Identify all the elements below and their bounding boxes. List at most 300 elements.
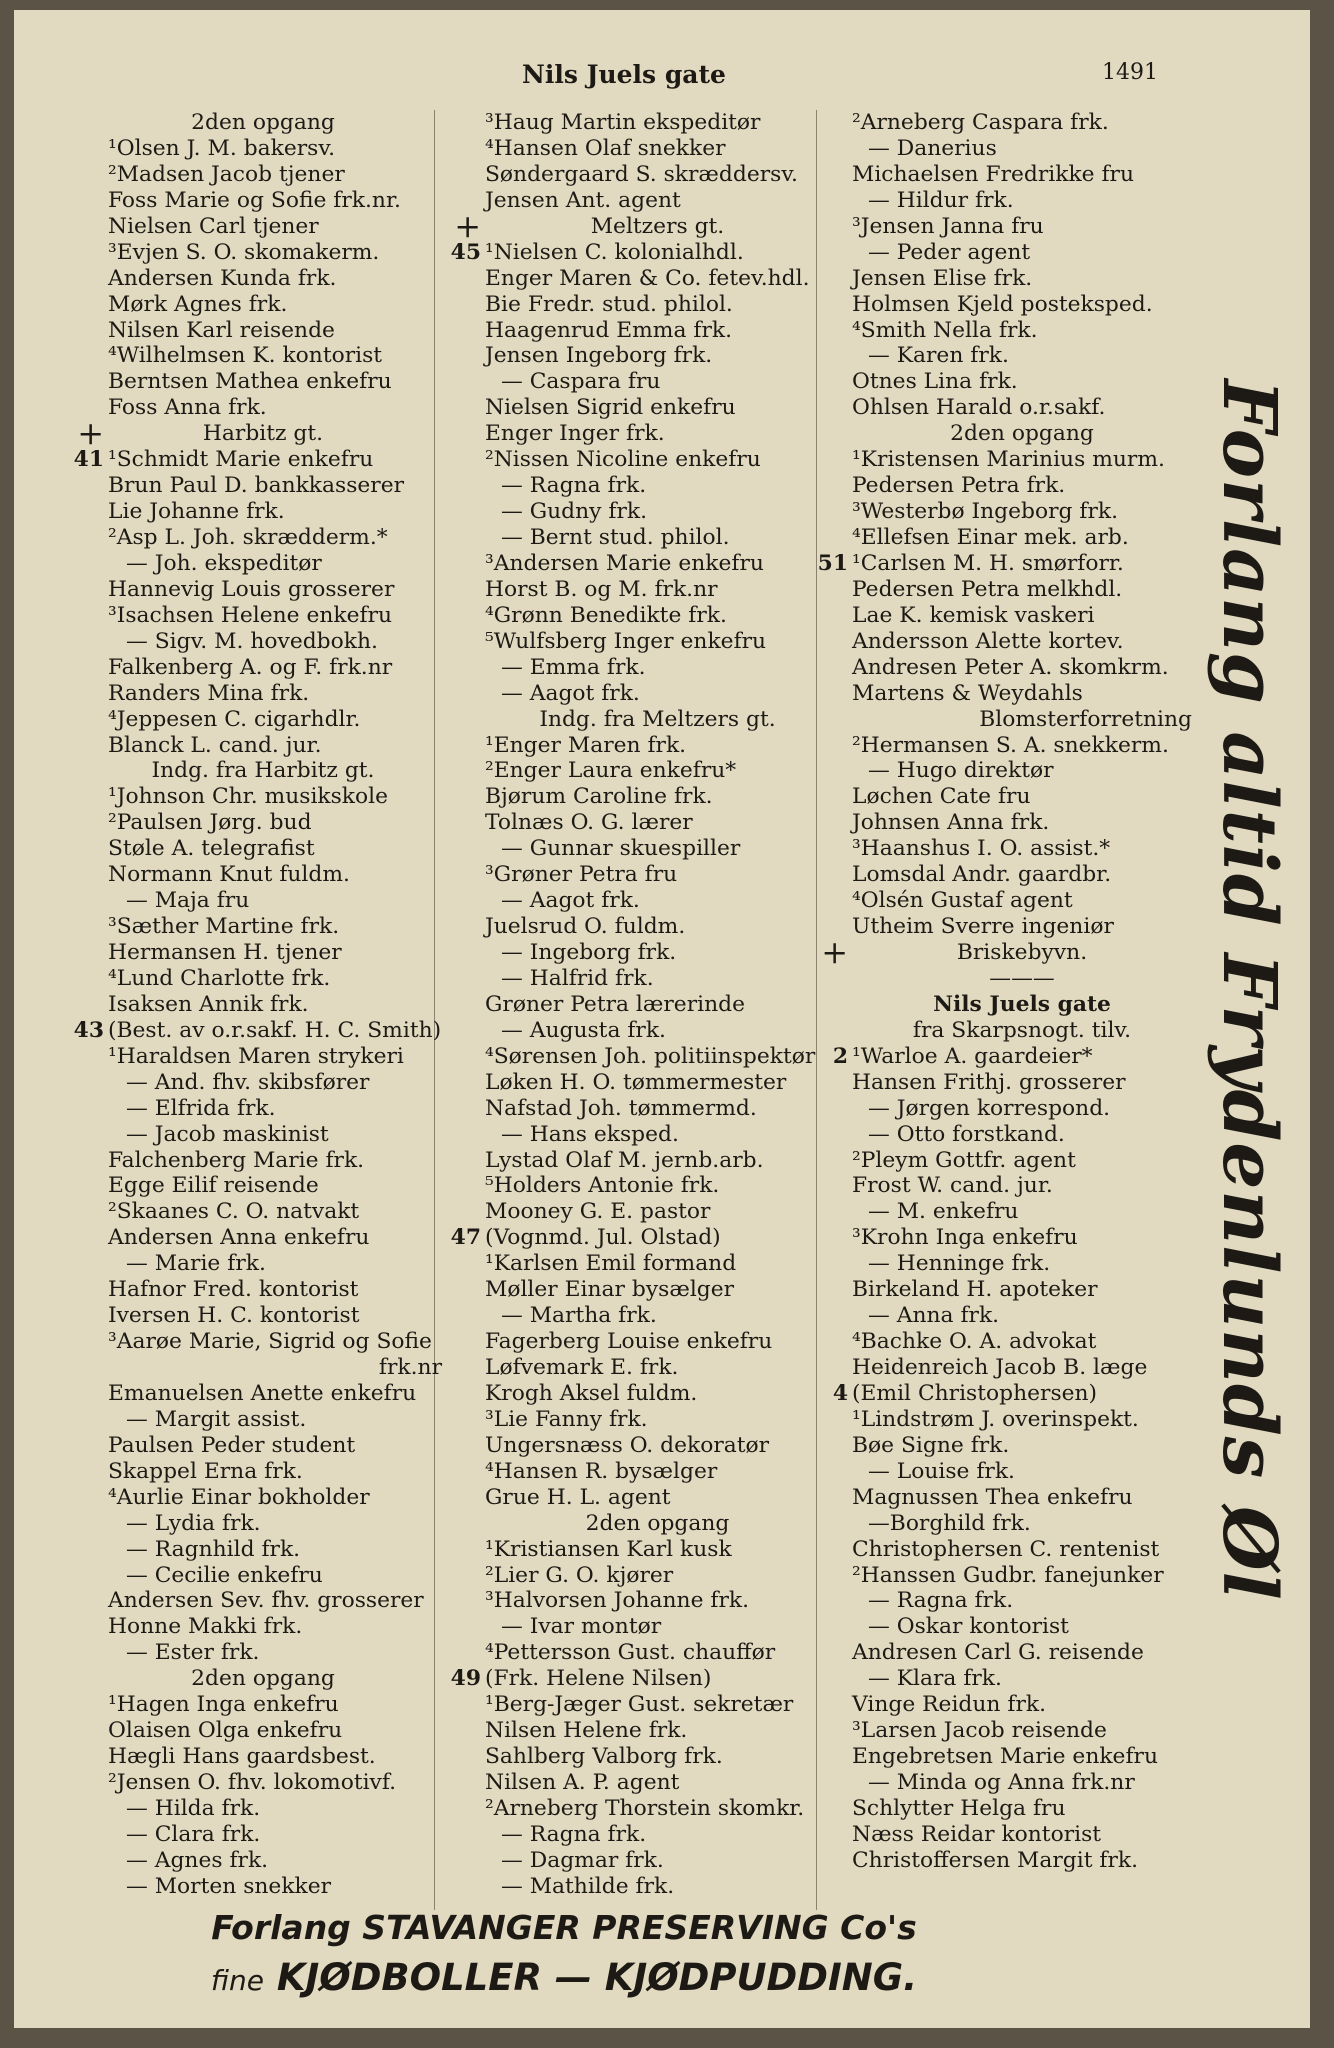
- directory-entry: [439, 1614, 834, 1640]
- directory-entry: [804, 1277, 1204, 1303]
- directory-entry: [804, 1770, 1204, 1796]
- directory-entry: [804, 447, 1204, 473]
- directory-entry: [14, 1874, 444, 1900]
- house-number: 41: [73, 447, 104, 473]
- directory-entry: [804, 1459, 1204, 1485]
- directory-entry: [439, 603, 834, 629]
- entry-text: — Halfrid frk.: [501, 965, 654, 991]
- directory-entry: [439, 1640, 834, 1666]
- directory-entry: [804, 551, 1204, 577]
- directory-entry: [14, 551, 444, 577]
- directory-entry: [804, 1096, 1204, 1122]
- directory-page: [14, 10, 1310, 2028]
- entry-text: Berntsen Mathea enkefru: [108, 369, 392, 395]
- entry-text: Sahlberg Valborg frk.: [485, 1744, 723, 1770]
- directory-entry: [439, 1796, 834, 1822]
- entry-text: — Caspara fru: [501, 369, 661, 395]
- directory-entry: [439, 1122, 834, 1148]
- entry-text: — Morten snekker: [126, 1873, 332, 1899]
- directory-entry: [14, 784, 444, 810]
- entry-text: Holmsen Kjeld posteksped.: [852, 291, 1153, 317]
- directory-entry: [804, 577, 1204, 603]
- entry-text: Fagerberg Louise enkefru: [485, 1329, 773, 1355]
- entry-text: Frost W. cand. jur.: [852, 1173, 1053, 1199]
- directory-entry: [14, 499, 444, 525]
- directory-entry: [14, 1822, 444, 1848]
- directory-entry: [14, 1355, 444, 1381]
- entry-text: — Bernt stud. philol.: [501, 525, 730, 550]
- entry-text: Iversen H. C. kontorist: [108, 1303, 360, 1329]
- entry-text: ⁴Aurlie Einar bokholder: [108, 1484, 370, 1510]
- directory-entry: [14, 966, 444, 992]
- entry-text: ⁵Wulfsberg Inger enkefru: [485, 628, 767, 654]
- entry-text: — Klara frk.: [868, 1666, 1002, 1692]
- directory-entry: [439, 758, 834, 784]
- entry-text: Birkeland H. apoteker: [852, 1277, 1098, 1303]
- entry-text: — Ragnhild frk.: [126, 1536, 301, 1562]
- entry-text: — Martha frk.: [501, 1303, 657, 1329]
- entry-text: Normann Knut fuldm.: [108, 862, 350, 888]
- entry-text: Lie Johanne frk.: [108, 499, 285, 525]
- page-title: Nils Juels gate: [522, 60, 726, 89]
- directory-entry: [14, 1070, 444, 1096]
- cross-street-marker: +: [454, 206, 481, 245]
- directory-entry: [14, 888, 444, 914]
- entry-text: ²Paulsen Jørg. bud: [108, 810, 312, 836]
- entry-text: — Hans eksped.: [501, 1121, 679, 1147]
- entry-text: Blomsterforretning: [979, 706, 1192, 732]
- entry-text: Bjørum Caroline frk.: [485, 784, 713, 810]
- directory-entry: [14, 1485, 444, 1511]
- entry-text: ²Madsen Jacob tjener: [108, 161, 345, 187]
- entry-text: Møller Einar bysælger: [485, 1277, 735, 1303]
- directory-entry: [439, 862, 834, 888]
- directory-entry: [804, 836, 1204, 862]
- entry-text: ³Haug Martin ekspeditør: [485, 110, 761, 135]
- entry-text: ¹Hagen Inga enkefru: [108, 1692, 339, 1718]
- entry-text: Nafstad Joh. tømmermd.: [485, 1095, 757, 1121]
- entry-text: Briskebyvn.: [956, 940, 1088, 965]
- directory-entry: [14, 1796, 444, 1822]
- directory-entry: [804, 966, 1204, 992]
- directory-column-1: [14, 110, 444, 1900]
- entry-text: ³Jensen Janna fru: [852, 213, 1044, 239]
- directory-entry: [439, 1485, 834, 1511]
- directory-column-3: [804, 110, 1204, 1874]
- entry-text: ¹Enger Maren frk.: [485, 732, 687, 758]
- directory-entry: [804, 862, 1204, 888]
- directory-entry: [14, 1666, 444, 1692]
- entry-text: ⁴Hansen Olaf snekker: [485, 135, 726, 161]
- entry-text: Jensen Elise frk.: [852, 265, 1033, 291]
- entry-text: — Anna frk.: [868, 1303, 1000, 1329]
- directory-entry: [804, 810, 1204, 836]
- entry-text: — Cecilie enkefru: [126, 1562, 323, 1588]
- directory-entry: [804, 1225, 1204, 1251]
- page-number: 1491: [1102, 60, 1158, 85]
- directory-entry: [804, 162, 1204, 188]
- directory-entry: [804, 136, 1204, 162]
- directory-entry: [439, 1303, 834, 1329]
- directory-entry: [14, 914, 444, 940]
- entry-text: Søndergaard S. skræddersv.: [485, 161, 798, 187]
- entry-text: (Frk. Helene Nilsen): [485, 1666, 712, 1692]
- entry-text: — Aagot frk.: [501, 888, 640, 914]
- directory-entry: [439, 836, 834, 862]
- directory-entry: [439, 1148, 834, 1174]
- directory-entry: [804, 395, 1204, 421]
- directory-entry: [804, 992, 1204, 1018]
- directory-entry: [14, 862, 444, 888]
- entry-text: Næss Reidar kontorist: [852, 1821, 1102, 1847]
- house-number: 2: [832, 1043, 848, 1069]
- directory-entry: [439, 395, 834, 421]
- entry-text: Andersen Sev. fhv. grosserer: [108, 1588, 424, 1614]
- entry-text: (Vognmd. Jul. Olstad): [485, 1225, 721, 1251]
- entry-text: ⁴Pettersson Gust. chauffør: [485, 1640, 776, 1666]
- entry-text: ¹Schmidt Marie enkefru: [108, 447, 374, 473]
- directory-entry: [439, 1018, 834, 1044]
- entry-text: — Maja fru: [126, 888, 250, 914]
- entry-text: Foss Marie og Sofie frk.nr.: [108, 187, 401, 213]
- directory-entry: [804, 421, 1204, 447]
- directory-entry: [14, 1044, 444, 1070]
- entry-text: ⁴Ellefsen Einar mek. arb.: [852, 525, 1129, 550]
- directory-entry: [804, 1614, 1204, 1640]
- directory-entry: [14, 525, 444, 551]
- directory-entry: [14, 1096, 444, 1122]
- directory-entry: [439, 473, 834, 499]
- entry-text: frk.nr: [378, 1355, 442, 1380]
- directory-entry: [14, 992, 444, 1018]
- side-ad-text: Forlang altid Frydenlunds Øl: [1206, 379, 1292, 1601]
- entry-text: ²Nissen Nicoline enkefru: [485, 447, 761, 473]
- directory-entry: [804, 1485, 1204, 1511]
- directory-entry: [14, 1303, 444, 1329]
- entry-text: Nilsen Helene frk.: [485, 1718, 688, 1744]
- entry-text: ¹Olsen J. M. bakersv.: [108, 135, 336, 161]
- directory-entry: [804, 1588, 1204, 1614]
- directory-entry: [439, 1433, 834, 1459]
- entry-text: — Danerius: [868, 135, 997, 161]
- directory-entry: [14, 136, 444, 162]
- entry-text: fra Skarpsnogt. tilv.: [912, 1017, 1132, 1043]
- directory-entry: [439, 136, 834, 162]
- entry-text: Utheim Sverre ingeniør: [852, 914, 1114, 940]
- entry-text: — Margit assist.: [126, 1406, 307, 1432]
- directory-entry: [14, 707, 444, 733]
- directory-entry: [804, 888, 1204, 914]
- entry-text: ³Westerbø Ingeborg frk.: [852, 499, 1119, 525]
- directory-entry: [14, 318, 444, 344]
- house-number: 4: [832, 1380, 848, 1406]
- directory-entry: [439, 1070, 834, 1096]
- directory-entry: [804, 1148, 1204, 1174]
- entry-text: Andersen Kunda frk.: [108, 265, 337, 291]
- house-number: 49: [450, 1666, 481, 1692]
- directory-entry: [439, 1666, 834, 1692]
- entry-text: ³Aarøe Marie, Sigrid og Sofie: [108, 1329, 432, 1355]
- entry-text: Blanck L. cand. jur.: [108, 732, 322, 758]
- entry-text: ¹Carlsen M. H. smørforr.: [852, 550, 1124, 576]
- entry-text: — Peder agent: [868, 239, 1031, 265]
- directory-entry: [439, 1096, 834, 1122]
- directory-entry: [439, 1173, 834, 1199]
- entry-text: — Louise frk.: [868, 1458, 1015, 1484]
- entry-text: ³Halvorsen Johanne frk.: [485, 1588, 750, 1614]
- directory-entry: [14, 1692, 444, 1718]
- entry-text: 2den opgang: [191, 110, 335, 135]
- entry-text: Andresen Peter A. skomkrm.: [852, 654, 1169, 680]
- directory-entry: [804, 266, 1204, 292]
- directory-entry: [439, 1822, 834, 1848]
- entry-text: — Aagot frk.: [501, 680, 640, 706]
- entry-text: Johnsen Anna frk.: [852, 810, 1050, 836]
- entry-text: Schlytter Helga fru: [852, 1795, 1066, 1821]
- entry-text: — Ivar montør: [501, 1614, 662, 1640]
- entry-text: ¹Warloe A. gaardeier*: [852, 1043, 1093, 1069]
- entry-text: ¹Lindstrøm J. overinspekt.: [852, 1406, 1139, 1432]
- directory-entry: [804, 1537, 1204, 1563]
- directory-entry: [804, 1692, 1204, 1718]
- directory-entry: [14, 1563, 444, 1589]
- directory-entry: [439, 1537, 834, 1563]
- entry-text: — Minda og Anna frk.nr: [868, 1770, 1135, 1795]
- directory-entry: [439, 733, 834, 759]
- entry-text: ³Sæther Martine frk.: [108, 914, 340, 940]
- directory-entry: [804, 603, 1204, 629]
- entry-text: — Clara frk.: [126, 1821, 261, 1847]
- directory-entry: [804, 525, 1204, 551]
- entry-text: Paulsen Peder student: [108, 1432, 356, 1458]
- directory-entry: [14, 655, 444, 681]
- directory-entry: [14, 110, 444, 136]
- entry-text: Nilsen Karl reisende: [108, 317, 335, 343]
- house-number: 43: [73, 1017, 104, 1043]
- directory-entry: [14, 1459, 444, 1485]
- directory-entry: [804, 292, 1204, 318]
- directory-entry: [14, 810, 444, 836]
- directory-entry: [804, 707, 1204, 733]
- directory-entry: [804, 1848, 1204, 1874]
- entry-text: Pedersen Petra frk.: [852, 473, 1066, 499]
- directory-entry: [804, 1044, 1204, 1070]
- directory-entry: [804, 343, 1204, 369]
- entry-text: — Oskar kontorist: [868, 1614, 1069, 1640]
- entry-text: ²Hanssen Gudbr. fanejunker: [852, 1562, 1164, 1588]
- directory-entry: [804, 1563, 1204, 1589]
- entry-text: Ohlsen Harald o.r.sakf.: [852, 395, 1106, 421]
- entry-text: Engebretsen Marie enkefru: [852, 1744, 1158, 1770]
- entry-text: Bøe Signe frk.: [852, 1432, 1010, 1458]
- directory-entry: [439, 1874, 834, 1900]
- directory-entry: [14, 1744, 444, 1770]
- entry-text: Grøner Petra lærerinde: [485, 991, 745, 1017]
- entry-text: Christoffersen Margit frk.: [852, 1847, 1138, 1873]
- directory-entry: [804, 1666, 1204, 1692]
- entry-text: — Dagmar frk.: [501, 1847, 664, 1873]
- entry-text: Pedersen Petra melkhdl.: [852, 576, 1123, 602]
- entry-text: ³Haanshus I. O. assist.*: [852, 836, 1111, 862]
- directory-entry: [439, 629, 834, 655]
- directory-entry: [439, 1251, 834, 1277]
- directory-entry: [439, 888, 834, 914]
- cross-street-marker: +: [77, 414, 104, 453]
- directory-entry: [14, 681, 444, 707]
- entry-text: 2den opgang: [191, 1666, 335, 1692]
- entry-text: ³Isachsen Helene enkefru: [108, 602, 393, 628]
- directory-entry: [439, 1563, 834, 1589]
- directory-entry: [14, 1018, 444, 1044]
- directory-entry: [804, 1640, 1204, 1666]
- directory-entry: [804, 1407, 1204, 1433]
- entry-text: Andersson Alette kortev.: [852, 628, 1124, 654]
- directory-entry: [439, 681, 834, 707]
- entry-text: Grue H. L. agent: [485, 1484, 671, 1510]
- directory-entry: [14, 836, 444, 862]
- directory-entry: [14, 1329, 444, 1355]
- entry-text: Støle A. telegrafist: [108, 836, 315, 862]
- directory-entry: [804, 914, 1204, 940]
- directory-entry: [14, 1537, 444, 1563]
- entry-text: ²Lier G. O. kjører: [485, 1562, 674, 1588]
- entry-text: — Lydia frk.: [126, 1510, 261, 1536]
- directory-entry: [804, 318, 1204, 344]
- bottom-ad-products: KJØDBOLLER — KJØDPUDDING.: [276, 1956, 918, 1999]
- entry-text: Hafnor Fred. kontorist: [108, 1277, 359, 1303]
- entry-text: Foss Anna frk.: [108, 395, 267, 421]
- directory-entry: [804, 1251, 1204, 1277]
- entry-text: — Ester frk.: [126, 1640, 260, 1666]
- directory-entry: [804, 188, 1204, 214]
- entry-text: ³Grøner Petra fru: [485, 862, 678, 888]
- house-number: 47: [450, 1225, 481, 1251]
- directory-entry: [439, 784, 834, 810]
- entry-text: Skappel Erna frk.: [108, 1458, 303, 1484]
- house-number: 51: [817, 550, 848, 576]
- directory-entry: [804, 369, 1204, 395]
- entry-text: ⁵Holders Antonie frk.: [485, 1173, 720, 1199]
- entry-text: Lomsdal Andr. gaardbr.: [852, 862, 1112, 888]
- directory-entry: [439, 577, 834, 603]
- directory-entry: [439, 343, 834, 369]
- entry-text: — Augusta frk.: [501, 1017, 666, 1043]
- entry-text: Indg. fra Meltzers gt.: [539, 706, 776, 732]
- directory-entry: [439, 1407, 834, 1433]
- directory-entry: [439, 966, 834, 992]
- entry-text: Magnussen Thea enkefru: [852, 1484, 1133, 1510]
- entry-text: ¹Nielsen C. kolonialhdl.: [485, 239, 744, 265]
- directory-entry: [14, 577, 444, 603]
- entry-text: Nielsen Sigrid enkefru: [485, 395, 736, 421]
- entry-text: — Jacob maskinist: [126, 1121, 329, 1147]
- directory-entry: [804, 1822, 1204, 1848]
- directory-entry: [439, 1329, 834, 1355]
- directory-entry: [804, 1433, 1204, 1459]
- entry-text: Andersen Anna enkefru: [108, 1225, 370, 1251]
- directory-entry: [14, 1770, 444, 1796]
- entry-text: Løchen Cate fru: [852, 784, 1031, 810]
- directory-entry: [14, 603, 444, 629]
- entry-text: Vinge Reidun frk.: [852, 1692, 1047, 1718]
- entry-text: ³Andersen Marie enkefru: [485, 550, 764, 576]
- directory-entry: [439, 318, 834, 344]
- entry-text: Falchenberg Marie frk.: [108, 1147, 365, 1173]
- directory-entry: [14, 1407, 444, 1433]
- entry-text: Nils Juels gate: [933, 991, 1111, 1017]
- directory-entry: [439, 1588, 834, 1614]
- directory-entry: [804, 933, 1204, 971]
- directory-entry: [439, 1199, 834, 1225]
- entry-text: Nielsen Carl tjener: [108, 213, 319, 239]
- entry-text: Lae K. kemisk vaskeri: [852, 602, 1095, 628]
- bottom-ad-line-1: Forlang STAVANGER PRESERVING Co's: [211, 1908, 917, 1947]
- directory-entry: [439, 1718, 834, 1744]
- directory-entry: [804, 1381, 1204, 1407]
- directory-entry: [439, 1277, 834, 1303]
- directory-entry: [14, 1718, 444, 1744]
- directory-entry: [439, 914, 834, 940]
- entry-text: Michaelsen Fredrikke fru: [852, 161, 1135, 187]
- entry-text: — Hildur frk.: [868, 187, 1014, 213]
- directory-entry: [439, 810, 834, 836]
- directory-entry: [439, 369, 834, 395]
- entry-text: — Otto forstkand.: [868, 1121, 1065, 1147]
- directory-entry: [439, 1355, 834, 1381]
- directory-entry: [804, 1511, 1204, 1537]
- directory-entry: [439, 447, 834, 473]
- entry-text: (Best. av o.r.sakf. H. C. Smith): [108, 1017, 442, 1043]
- directory-entry: [804, 1070, 1204, 1096]
- entry-text: ²Skaanes C. O. natvakt: [108, 1199, 360, 1225]
- entry-text: Nilsen A. P. agent: [485, 1770, 680, 1795]
- entry-text: Andresen Carl G. reisende: [852, 1640, 1144, 1666]
- directory-entry: [439, 1692, 834, 1718]
- entry-text: ²Enger Laura enkefru*: [485, 758, 737, 784]
- directory-entry: [804, 1173, 1204, 1199]
- entry-text: Krogh Aksel fuldm.: [485, 1380, 698, 1406]
- directory-entry: [804, 1199, 1204, 1225]
- entry-text: Ungersnæss O. dekoratør: [485, 1432, 770, 1458]
- entry-text: — Gunnar skuespiller: [501, 836, 741, 862]
- directory-entry: [14, 369, 444, 395]
- entry-text: Mooney G. E. pastor: [485, 1199, 711, 1225]
- entry-text: ²Arneberg Thorstein skomkr.: [485, 1795, 805, 1821]
- directory-entry: [804, 1122, 1204, 1148]
- directory-entry: [14, 758, 444, 784]
- directory-entry: [439, 1381, 834, 1407]
- entry-text: Tolnæs O. G. lærer: [485, 810, 693, 836]
- directory-column-2: [439, 110, 834, 1900]
- entry-text: ²Asp L. Joh. skrædderm.*: [108, 525, 388, 550]
- entry-text: Hannevig Louis grosserer: [108, 576, 395, 602]
- entry-text: Randers Mina frk.: [108, 680, 310, 706]
- directory-entry: [14, 188, 444, 214]
- entry-text: ⁴Smith Nella frk.: [852, 317, 1038, 343]
- directory-entry: [439, 940, 834, 966]
- entry-text: Honne Makki frk.: [108, 1614, 303, 1640]
- entry-text: Bie Fredr. stud. philol.: [485, 291, 733, 317]
- directory-entry: [439, 992, 834, 1018]
- directory-entry: [14, 1381, 444, 1407]
- entry-text: Mørk Agnes frk.: [108, 291, 288, 317]
- entry-text: —Borghild frk.: [868, 1510, 1031, 1536]
- directory-entry: [439, 707, 834, 733]
- bottom-ad-line-2: [14, 1956, 1114, 1999]
- directory-entry: [14, 1199, 444, 1225]
- directory-entry: [804, 214, 1204, 240]
- directory-entry: [804, 240, 1204, 266]
